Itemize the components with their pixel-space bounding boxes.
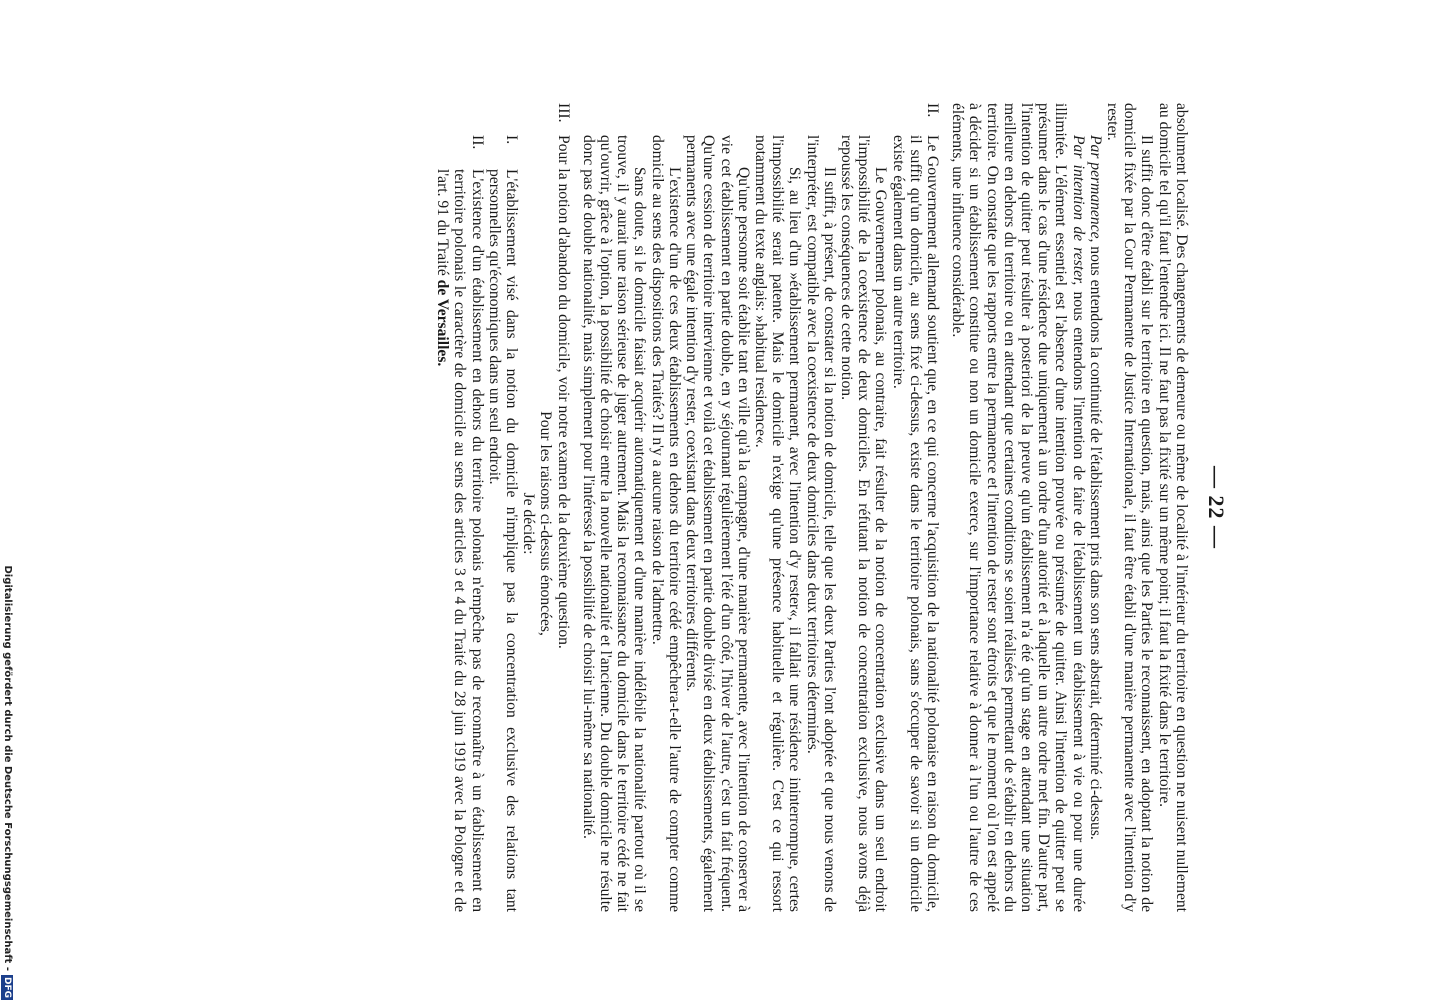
decision-text: L'établissement visé dans la notion du domicile n'implique pas la concentration exclusive des relations tant personnelles qu'économiques dans un seul endroit. [485,169,521,912]
decision-body: L'existence d'un établissement en dehors du territoire polonais n'empêche pas de reconnaître à un établissement en territoire polonais le caractère de domicile au sens des articles 3 et 4 du Traité du 28 juin 1919 avec la Pologne et de l'art. 91 du Traité [434,169,486,912]
section-body [520,135,572,912]
paragraph: Il suffit, à présent, de constater si la notion de domicile, telle que les deux Parties l'ont adoptée et que nous venons de l'interpréter, est compatible avec la coexistence de deux domiciles dans deux territoires déterminés. [803,135,838,912]
page-number: — 22 — [1204,466,1229,549]
paragraph: L'existence d'un de ces deux établissements en dehors du territoire cédé empêchera-t-elle l'autre de compter comme domicile au sens des dispositions des Traités? Il n'y a aucune raison de l'admettre. [648,135,683,912]
document-page [117,30,1317,970]
decision-2 [434,135,486,912]
decision-bold: de Versailles. [434,279,452,367]
emphasis: Par permanence, [1086,135,1104,243]
paragraph: Le Gouvernement polonais, au contraire, fait résulter de la notion de concentration exclusive dans un seul endroit l'impossibilité de la coexistence de deux domiciles. En réfutant la notion de concentration exclusive, nous avons déjà repoussé les conséquences de cette notion. [837,135,890,912]
decision-label: II. [468,135,486,150]
dfg-logo: DFG [2,976,12,998]
paragraph: Si, au lieu d'un »établissement permanent, avec l'intention d'y rester«, il fallait une résidence ininterrompue, certes l'impossibilité serait patente. Mais le domicile n'exige qu'une présence habituelle et régulière. C'est ce qui ressort notamment du texte anglais: »habitual residence«. [751,135,804,912]
paragraph: Pour les raisons ci-dessus énoncées, [537,411,555,636]
paragraph [1087,103,1104,912]
decision-text [434,169,486,912]
paragraph-text: nous entendons l'intention de faire de l'établissement un établissement à vie ou pour une durée illimitée. L'élément essentiel est l'absence d'une intention prouvée ou présumée de quitter. Ainsi l'intention de quitter peut se présumer dans le cas d'une résidence due uniquement à un ordre d'un autorité et à laquelle un autre ordre met fin. D'autre part, l'intention de quitter peut résulter à posteriori de la preuve qu'un établissement n'a été qu'un stage en attendant une situation meilleure en dehors du territoire ou en attendant que certaines conditions se soient réalisées permettant de s'établir en dehors du territoire. On constate que les rapports entre la permanence et l'intention de rester sont étroits et que le moment où l'on est appelé à décider si un établissement constitue ou non un domicile exerce, sur l'importance relative à donner à l'un ou l'autre de ces éléments, une influence considérable. [949,103,1087,912]
paragraph: Le Gouvernement allemand soutient que, en ce qui concerne l'acquisition de la nationalité polonaise en raison du domicile, il suffit qu'un domicile, au sens fixé ci-dessus, existe dans le territoire polonais, sans s'occuper de savoir si un domicile existe également dans un autre territoire. [889,135,941,912]
decision-1 [486,135,520,912]
paragraph: Je décide: [520,492,538,555]
paragraph: absolument localisé. Des changements de demeure ou même de localité à l'intérieur du territoire en question ne nuisent nullement au domicile tel qu'il faut l'entendre ici. Il ne faut pas la fixité sur un même point; il faut la fixité dans le territoire. [1155,103,1190,912]
section-label: III. [554,103,572,123]
section-body [580,135,941,912]
digitization-footer [0,0,14,1000]
decision-label: I. [503,135,521,145]
paragraph: Sans doute, si le domicile faisait acquérir automatiquement et d'une manière indélébile la nationalité partout où il se trouve, il y aurait une raison sérieuse de juger autrement. Mais la reconnaissance du domicile dans le territoire cédé ne fait qu'ouvrir, grâce à l'option, la possibilité de choisir entre la nouvelle nationalité et l'ancienne. Du double domicile ne résulte donc pas de double nationalité, mais simplement pour l'intéressé la possibilité de choisir lui-même sa nationalité. [579,135,649,912]
emphasis: Par intention de rester, [1069,135,1087,286]
paragraph [949,103,1087,912]
paragraph: Qu'une personne soit établie tant en ville qu'à la campagne, d'une manière permanente, avec l'intention de conserver à vie cet établissement en partie double, en y séjournant régulièrement l'été d'un côté, l'hiver de l'autre, c'est un fait fréquent. Qu'une cession de territoire intervienne et voilà cet établissement en partie double divisé en deux établissements, également permanents avec une égale intention d'y rester, coexistant dans deux territoires différents. [683,135,752,912]
paragraph: Pour la notion d'abandon du domicile, voir notre examen de la deuxième question. [554,135,572,649]
paragraph-text: nous entendons la continuité de l'établissement pris dans son sens abstrait, déterminé ci-dessus. [1086,242,1104,840]
section-3 [520,103,572,912]
paragraph: Il suffit donc d'être établi sur le territoire en question, mais, ainsi que les Parties le reconnaissent, en adoptant la notion de domicile fixée par la Cour Permanente de Justice Internationale, il faut être établi d'une manière permanente avec l'intention d'y rester. [1103,103,1156,912]
section-2 [580,103,941,912]
section-label: II. [923,103,941,118]
footer-text: Digitalisierung gefördert durch die Deutsche Forschungsgemeinschaft - [2,565,13,971]
